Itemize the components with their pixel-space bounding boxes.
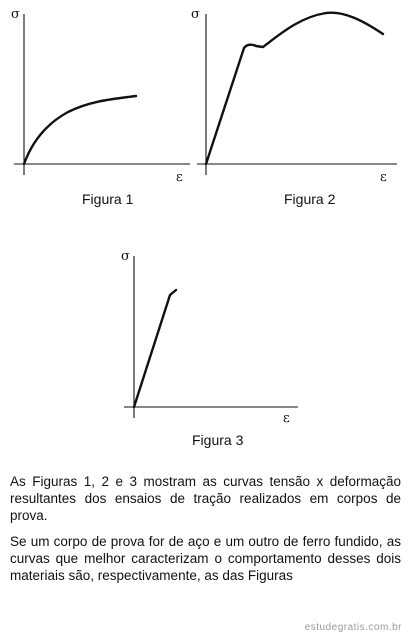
figure-3-sigma-label: σ (121, 249, 130, 264)
figure-1-curve (24, 96, 136, 164)
figure-1-epsilon-label: ε (176, 170, 183, 185)
figure-2-curve (206, 13, 383, 164)
figure-1-caption: Figura 1 (82, 191, 134, 207)
figure-3-curve (134, 290, 176, 407)
figure-2-sigma-label: σ (191, 7, 200, 22)
figure-3-epsilon-label: ε (283, 411, 290, 426)
question-paragraph-1: As Figuras 1, 2 e 3 mostram as curvas tensão x deformação resultantes dos ensaios de tração realizados em corpos de prova. (10, 474, 401, 523)
figure-1-sigma-label: σ (11, 7, 20, 22)
question-paragraph-2: Se um corpo de prova for de aço e um outro de ferro fundido, as curvas que melhor caracterizam o comportamento desses dois materiais são, respectivamente, as das Figuras (10, 534, 401, 583)
figure-2-epsilon-label: ε (380, 170, 387, 185)
figure-2-caption: Figura 2 (284, 191, 336, 207)
figure-3-caption: Figura 3 (192, 432, 244, 448)
watermark: estudegratis.com.br (304, 622, 402, 633)
